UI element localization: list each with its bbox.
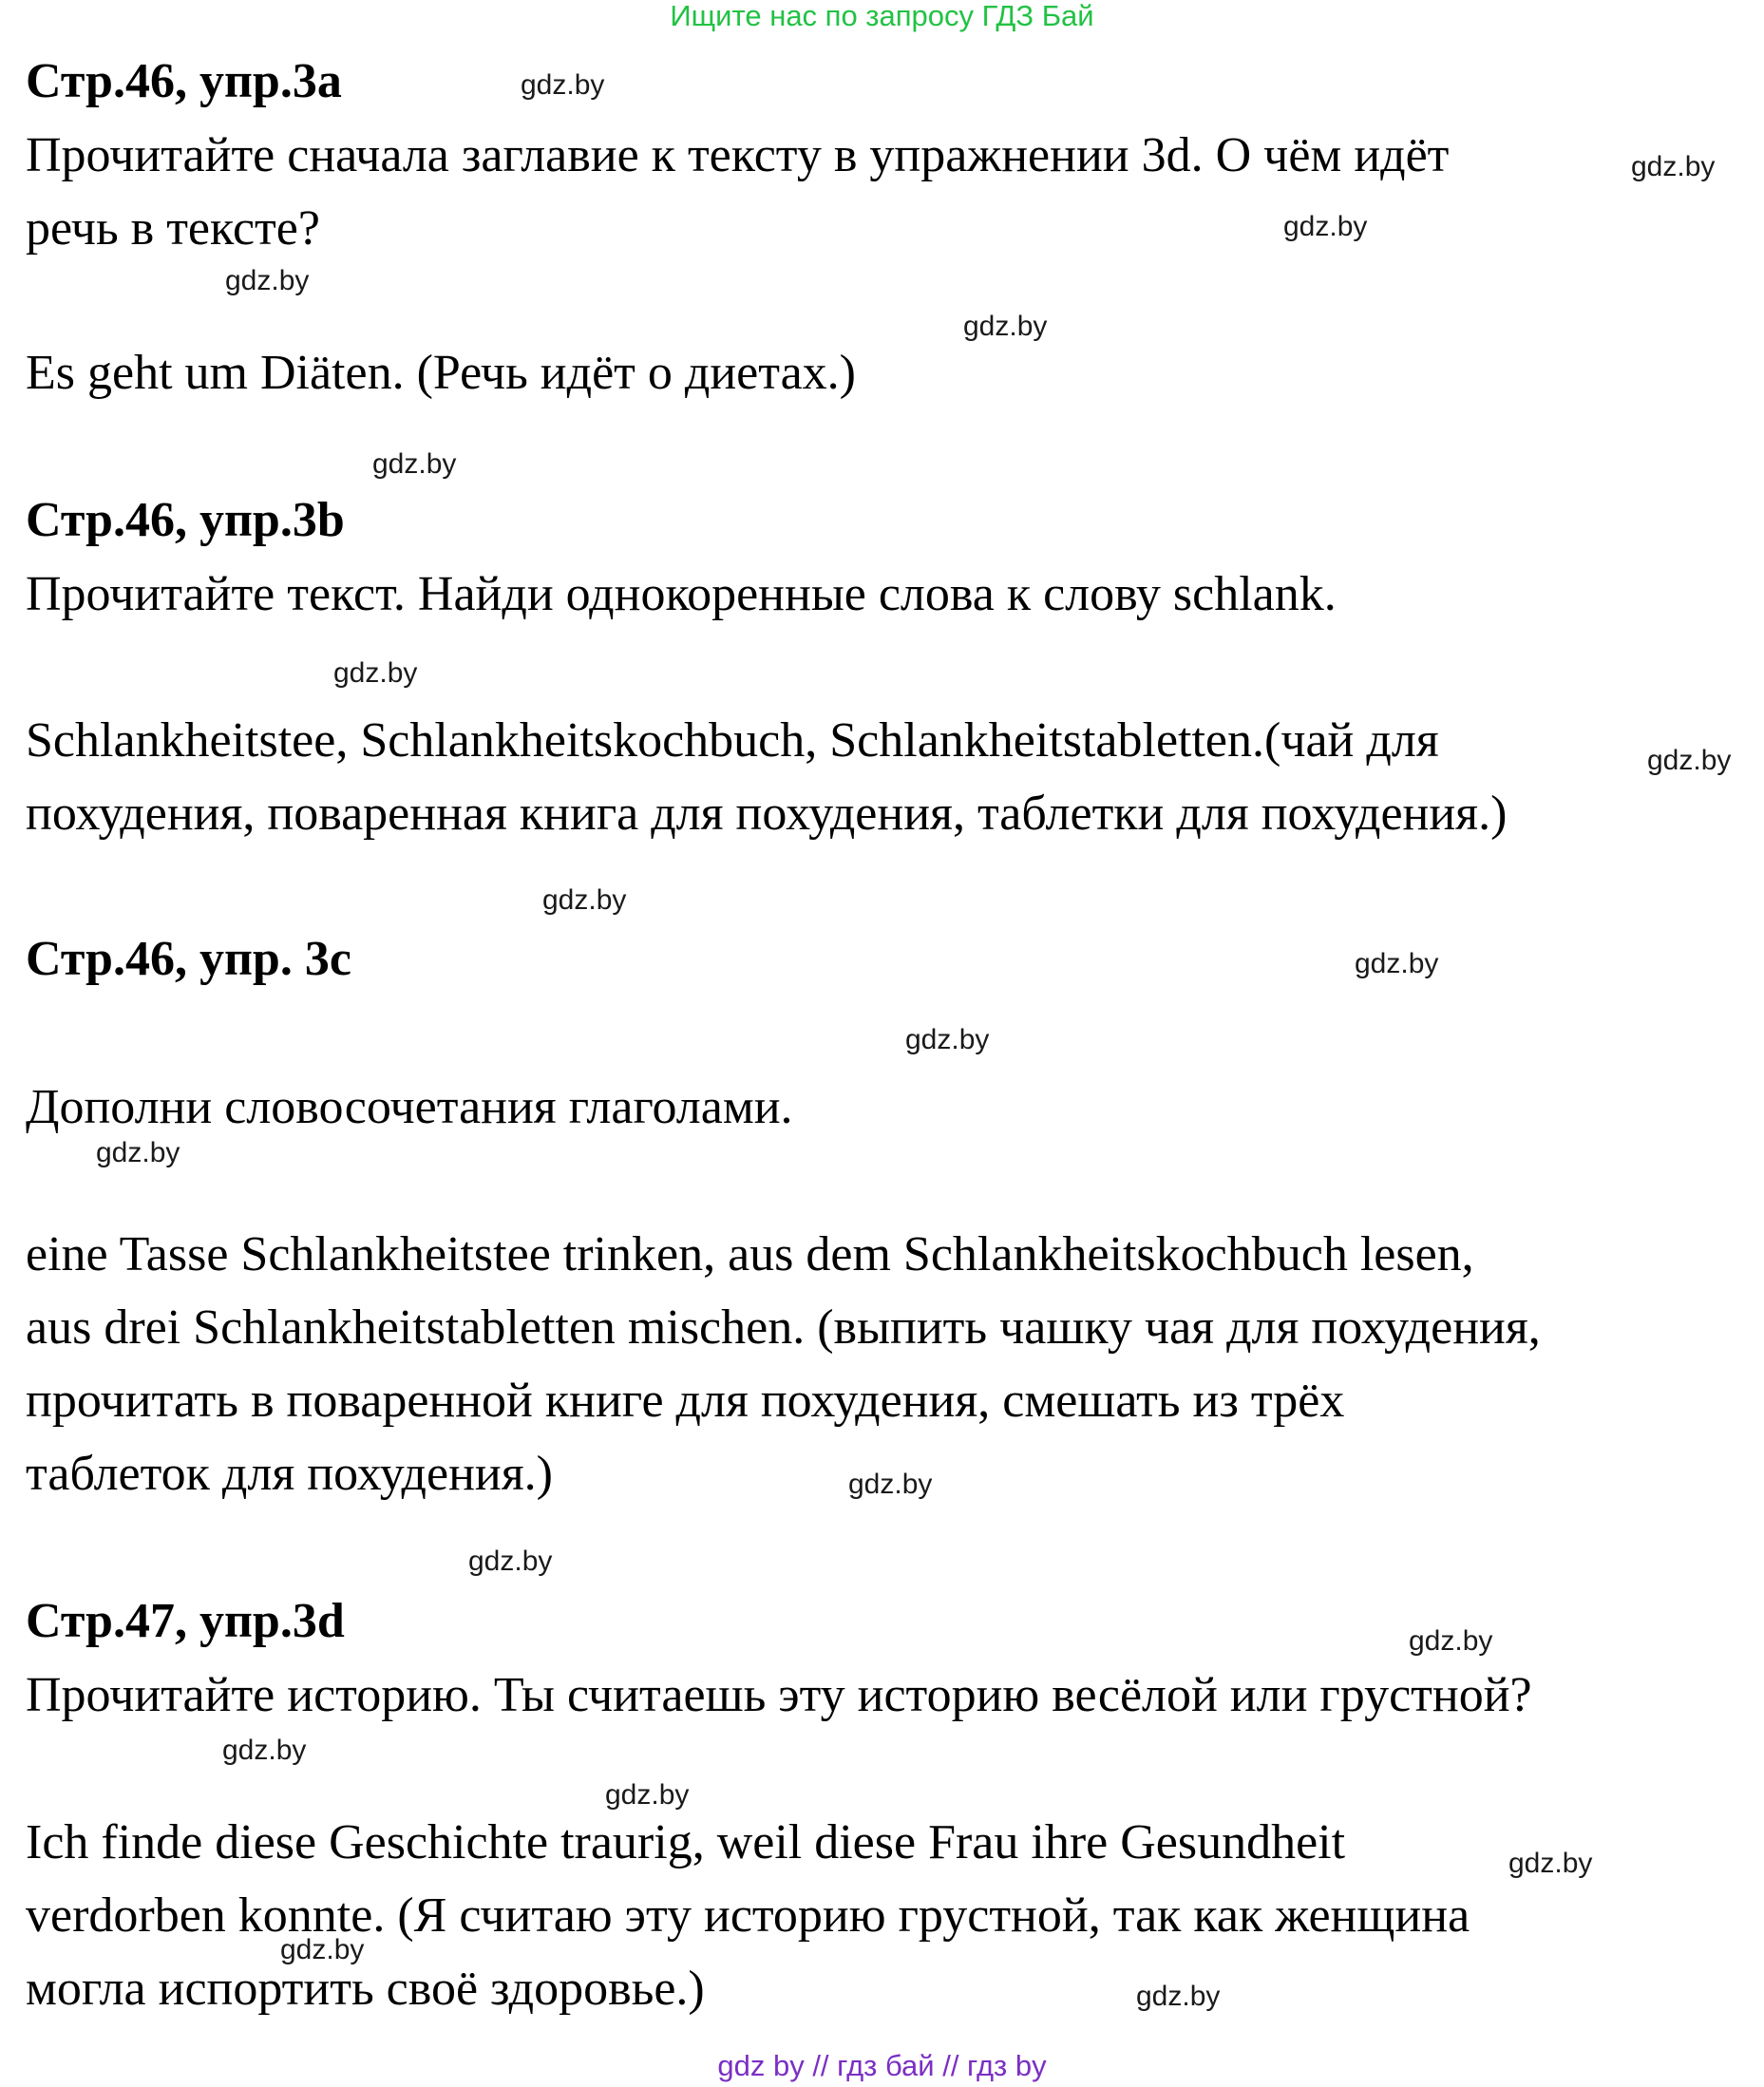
watermark: gdz.by: [963, 311, 1048, 342]
answer-line: похудения, поваренная книга для похудения, таблетки для похудения.): [26, 787, 1508, 841]
watermark: gdz.by: [905, 1024, 990, 1055]
watermark: gdz.by: [1631, 151, 1716, 182]
answer-line: таблеток для похудения.): [26, 1447, 553, 1501]
question-line: Прочитайте текст. Найди однокоренные слова к слову schlank.: [26, 567, 1337, 621]
answer-line: verdorben konnte. (Я считаю эту историю грустной, так как женщина: [26, 1888, 1470, 1943]
watermark: gdz.by: [280, 1934, 365, 1965]
question-line: Прочитайте сначала заглавие к тексту в упражнении 3d. О чём идёт: [26, 128, 1450, 182]
section-heading-3a: Стр.46, упр.3а: [26, 54, 342, 108]
section-heading-3b: Стр.46, упр.3b: [26, 493, 345, 547]
question-line: Дополни словосочетания глаголами.: [26, 1080, 793, 1134]
answer-line: Ich finde diese Geschichte traurig, weil diese Frau ihre Gesundheit: [26, 1815, 1346, 1869]
answer-line: Es geht um Diäten. (Речь идёт о диетах.): [26, 346, 856, 400]
watermark: gdz.by: [468, 1546, 553, 1577]
watermark: gdz.by: [1355, 948, 1439, 979]
answer-line: прочитать в поваренной книге для похудения, смешать из трёх: [26, 1374, 1345, 1428]
watermark: gdz.by: [1283, 211, 1368, 242]
footer-links: gdz by // гдз бай // гдз by: [717, 2049, 1047, 2082]
watermark: gdz.by: [1647, 745, 1732, 776]
watermark: gdz.by: [333, 657, 418, 689]
watermark: gdz.by: [372, 448, 457, 480]
answer-line: могла испортить своё здоровье.): [26, 1962, 705, 2016]
watermark: gdz.by: [1508, 1848, 1593, 1879]
answer-line: eine Tasse Schlankheitstee trinken, aus dem Schlankheitskochbuch lesen,: [26, 1227, 1474, 1281]
watermark: gdz.by: [96, 1137, 180, 1168]
watermark: gdz.by: [222, 1735, 307, 1766]
question-line: речь в тексте?: [26, 201, 320, 256]
section-heading-3c: Стр.46, упр. 3c: [26, 932, 351, 986]
watermark: gdz.by: [225, 265, 310, 296]
section-heading-3d: Стр.47, упр.3d: [26, 1594, 345, 1648]
question-line: Прочитайте историю. Ты считаешь эту историю весёлой или грустной?: [26, 1668, 1532, 1722]
answer-line: Schlankheitstee, Schlankheitskochbuch, Schlankheitstabletten.(чай для: [26, 713, 1439, 768]
answer-line: aus drei Schlankheitstabletten mischen. (выпить чашку чая для похудения,: [26, 1300, 1541, 1355]
watermark: gdz.by: [848, 1469, 933, 1500]
watermark: gdz.by: [1409, 1625, 1493, 1657]
watermark: gdz.by: [521, 69, 605, 101]
watermark: gdz.by: [1136, 1981, 1221, 2012]
watermark: gdz.by: [605, 1779, 690, 1811]
top-banner: Ищите нас по запросу ГДЗ Бай: [670, 0, 1094, 32]
watermark: gdz.by: [542, 884, 627, 916]
